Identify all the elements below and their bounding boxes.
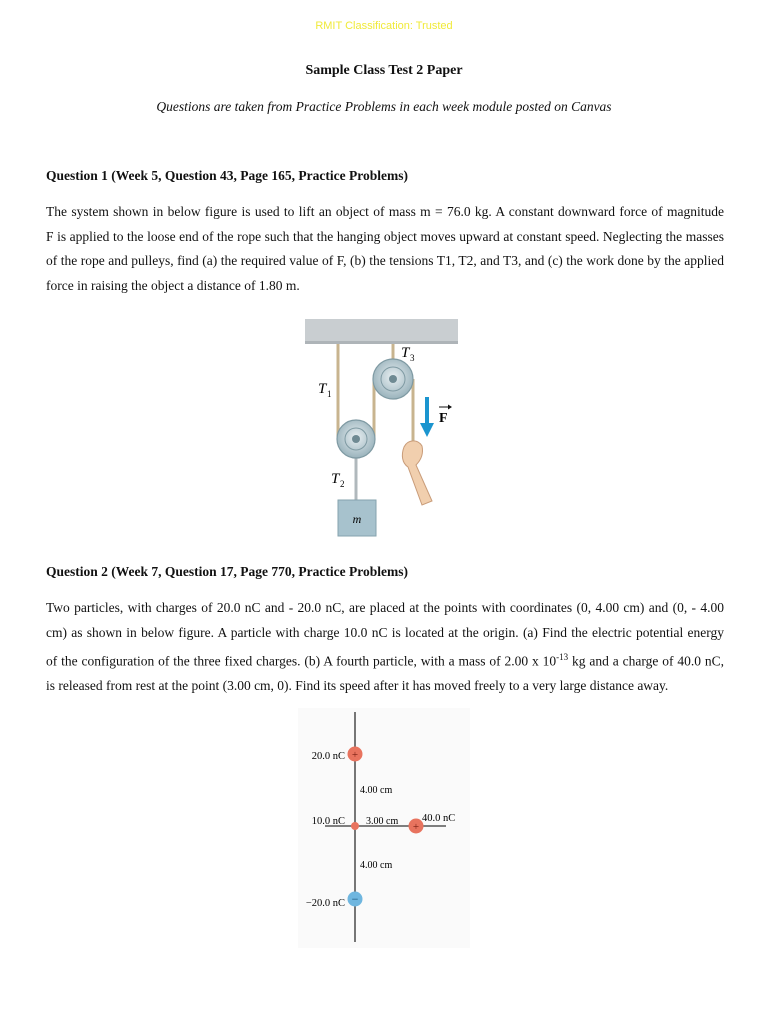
t2-subscript: 2	[340, 479, 345, 489]
question-1-line: of the rope and pulleys, find (a) the required value of F, (b) the tensions T1, T2, and T3, and (c) the work done by the applied	[46, 253, 724, 268]
question-2-line-3-tail: kg and a charge of 40.0 nC,	[568, 653, 724, 669]
question-1-line: force in raising the object a distance of 1.80 m.	[46, 277, 300, 293]
question-2-line: Two particles, with charges of 20.0 nC and - 20.0 nC, are placed at the points with coordinates (0, 4.00 cm) and (0, - 4.00	[46, 600, 724, 615]
question-1-body	[46, 200, 724, 298]
t3-subscript: 3	[410, 353, 415, 363]
label-d-top: 4.00 cm	[360, 785, 393, 796]
classification-label: RMIT Classification: Trusted	[315, 20, 453, 32]
label-q-top: 20.0 nC	[311, 751, 345, 762]
label-d-bottom: 4.00 cm	[360, 860, 393, 871]
question-2-line: is released from rest at the point (3.00 cm, 0). Find its speed after it has moved freely to a very large distance away.	[46, 678, 669, 693]
question-2-line: cm) as shown in below figure. A particle with charge 10.0 nC is located at the origin. (a) Find the electric potential energy	[46, 624, 724, 640]
t1-label: T	[318, 381, 327, 397]
t2-label: T	[331, 471, 340, 487]
upper-pulley	[373, 359, 413, 399]
page-title: Sample Class Test 2 Paper	[305, 63, 463, 78]
label-q-origin: 10.0 nC	[311, 816, 345, 827]
svg-text:+: +	[351, 749, 359, 761]
question-2-line	[46, 645, 724, 674]
charges-figure	[298, 708, 470, 948]
page-subtitle: Questions are taken from Practice Problems in each week module posted on Canvas	[156, 99, 612, 114]
ceiling	[305, 319, 458, 343]
label-q-right: 40.0 nC	[422, 813, 456, 824]
label-q-bottom: −20.0 nC	[305, 898, 345, 909]
exponent: -13	[556, 652, 569, 662]
question-2-line-3-text: of the configuration of the three fixed charges. (b) A fourth particle, with a mass of 2.00 x 10	[46, 653, 557, 669]
question-2-heading: Question 2 (Week 7, Question 17, Page 770, Practice Problems)	[46, 564, 408, 579]
charge-top	[348, 747, 363, 762]
force-arrow	[420, 397, 434, 437]
svg-text:+: +	[412, 821, 420, 833]
charge-bottom	[348, 892, 363, 907]
question-2-body	[46, 596, 724, 699]
pulley-system-figure	[300, 315, 465, 545]
question-1-line: The system shown in below figure is used to lift an object of mass m = 76.0 kg. A constant downward force of magnitude	[46, 204, 724, 219]
question-1-line: F is applied to the loose end of the rope such that the hanging object moves upward at constant speed. Neglecting the masses	[46, 228, 724, 244]
t1-subscript: 1	[327, 389, 332, 399]
mass-label: m	[352, 512, 362, 526]
t3-label: T	[401, 345, 410, 361]
label-d-right: 3.00 cm	[366, 816, 399, 827]
question-1-heading: Question 1 (Week 5, Question 43, Page 165, Practice Problems)	[46, 168, 408, 183]
lower-pulley	[337, 420, 375, 458]
svg-text:−: −	[351, 892, 359, 906]
force-label: F	[439, 411, 448, 426]
charge-origin	[351, 822, 359, 830]
hand-arm	[402, 441, 432, 505]
